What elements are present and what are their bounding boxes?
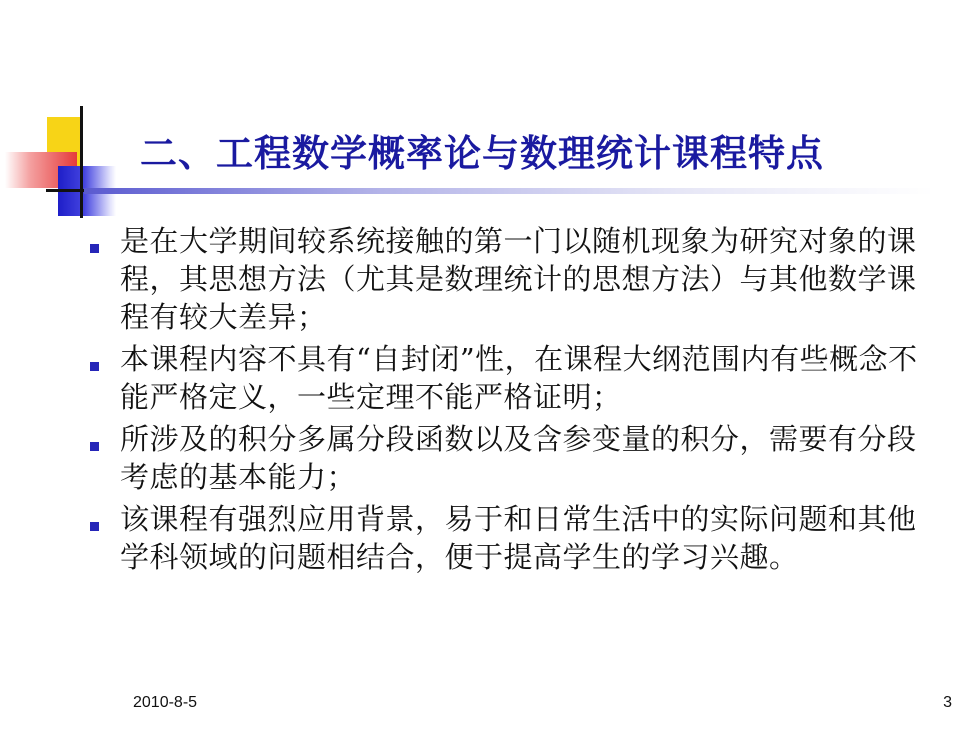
bullet-square-icon (90, 362, 99, 371)
page-number: 3 (943, 694, 952, 711)
bullet-item (90, 340, 920, 416)
bullet-square-icon (90, 522, 99, 531)
slide-title: 二、工程数学概率论与数理统计课程特点 (140, 132, 824, 175)
bullet-item (90, 420, 920, 496)
bullet-text: 所涉及的积分多属分段函数以及含参变量的积分，需要有分段考虑的基本能力； (120, 422, 917, 494)
bullet-text: 是在大学期间较系统接触的第一门以随机现象为研究对象的课程，其思想方法（尤其是数理统计的思想方法）与其他数学课程有较大差异； (120, 224, 917, 334)
bullet-text: 本课程内容不具有“自封闭”性，在课程大纲范围内有些概念不能严格定义，一些定理不能严格证明； (120, 342, 918, 414)
decorative-vertical-line (80, 106, 83, 218)
bullet-item (90, 222, 920, 336)
bullet-square-icon (90, 244, 99, 253)
bullet-list (90, 222, 920, 580)
bullet-square-icon (90, 442, 99, 451)
footer-date: 2010-8-5 (133, 694, 198, 711)
bullet-item (90, 500, 920, 576)
title-underline (84, 188, 934, 194)
bullet-text: 该课程有强烈应用背景，易于和日常生活中的实际问题和其他学科领域的问题相结合，便于提高学生的学习兴趣。 (120, 502, 917, 574)
